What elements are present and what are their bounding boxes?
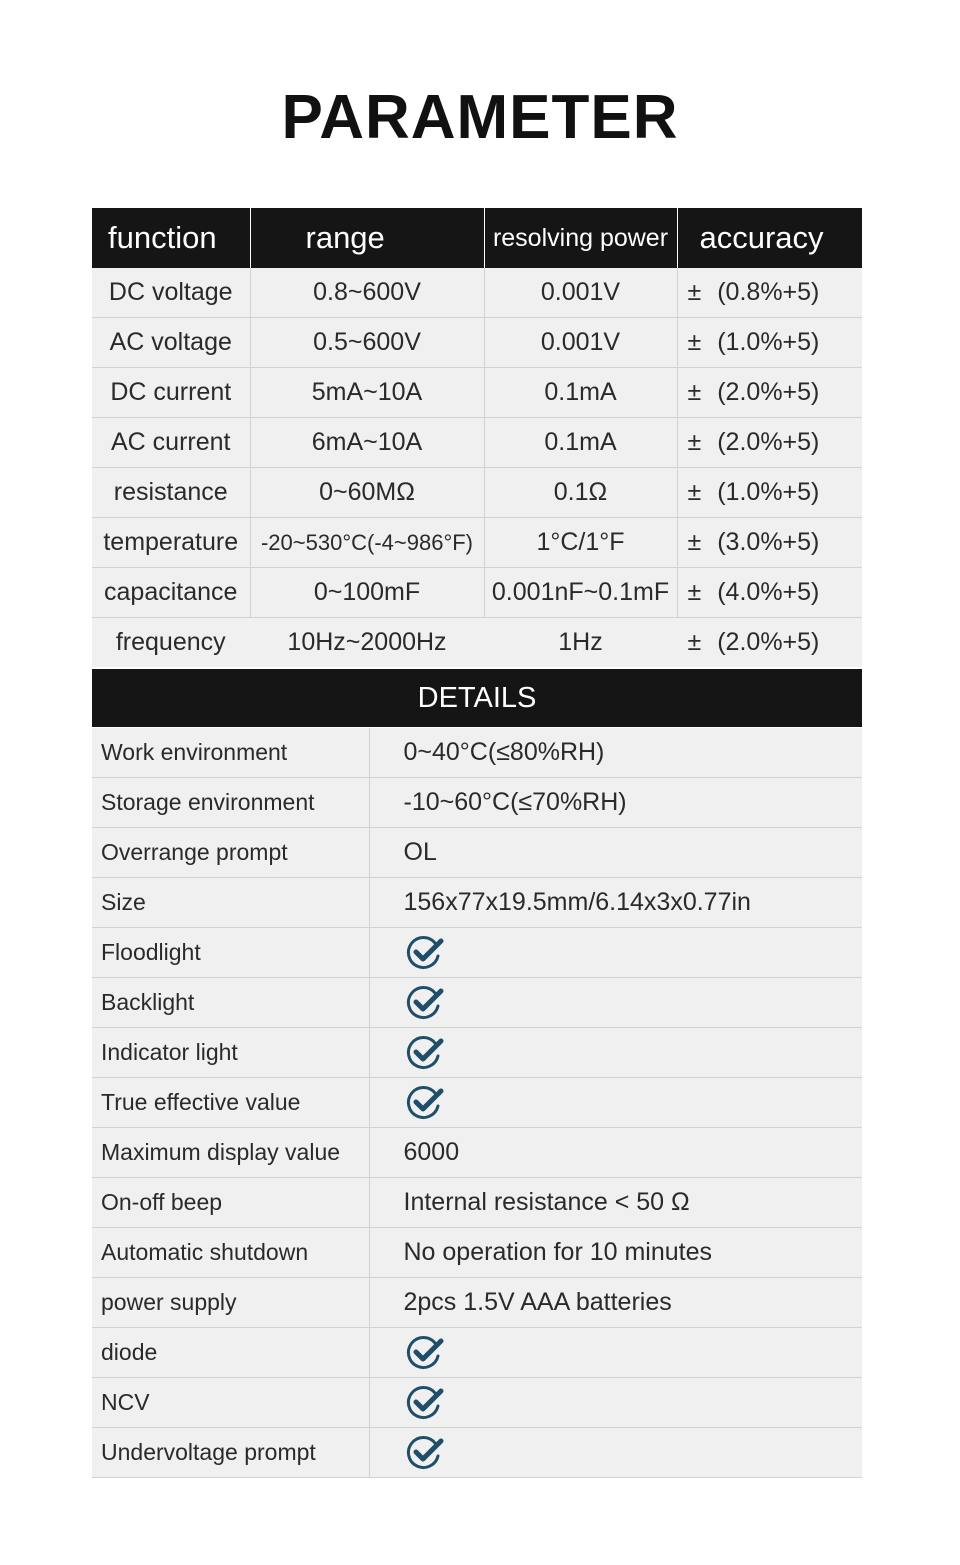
accuracy-value: (1.0%+5) [717,328,820,356]
parameter-row [92,318,862,368]
details-row [92,1378,862,1428]
resolution-cell: 0.1mA [484,418,677,468]
check-circle-icon [404,1085,444,1121]
accuracy-cell [677,568,862,618]
accuracy-value: (4.0%+5) [717,578,820,606]
plus-minus-sign: ± [687,478,702,506]
details-table [92,728,862,1478]
plus-minus-sign: ± [687,278,702,306]
page-title: PARAMETER [281,83,679,152]
function-cell: DC current [92,368,250,418]
range-cell: -20~530°C(-4~986°F) [250,518,484,568]
accuracy-value: (3.0%+5) [717,528,820,556]
accuracy-value: (1.0%+5) [717,478,820,506]
plus-minus-sign: ± [687,378,702,406]
detail-label: Indicator light [92,1028,369,1078]
function-cell: AC current [92,418,250,468]
function-cell: resistance [92,468,250,518]
detail-value: OL [369,828,862,878]
range-cell: 6mA~10A [250,418,484,468]
header-accuracy: accuracy [677,208,862,268]
accuracy-value: (2.0%+5) [717,428,820,456]
function-cell: temperature [92,518,250,568]
details-row [92,878,862,928]
details-heading: DETAILS [92,669,862,727]
parameter-row [92,468,862,518]
detail-label: Undervoltage prompt [92,1428,369,1478]
check-circle-icon [404,985,444,1021]
detail-label: Work environment [92,728,369,778]
check-circle-icon [404,935,444,971]
detail-value: 156x77x19.5mm/6.14x3x0.77in [369,878,862,928]
detail-value [369,1328,862,1378]
function-cell: frequency [92,618,250,668]
check-circle-icon [404,1435,444,1471]
details-row [92,1078,862,1128]
parameter-header-row [92,208,862,268]
range-cell: 0~60MΩ [250,468,484,518]
plus-minus-sign: ± [687,428,702,456]
detail-label: NCV [92,1378,369,1428]
range-cell: 10Hz~2000Hz [250,618,484,668]
detail-value: 0~40°C(≤80%RH) [369,728,862,778]
details-row [92,828,862,878]
details-row [92,778,862,828]
header-resolving-power: resolving power [484,208,677,268]
resolution-cell: 1°C/1°F [484,518,677,568]
resolution-cell: 0.001V [484,268,677,318]
plus-minus-sign: ± [687,628,702,656]
details-row [92,728,862,778]
detail-value: 2pcs 1.5V AAA batteries [369,1278,862,1328]
detail-label: Storage environment [92,778,369,828]
accuracy-cell [677,268,862,318]
resolution-cell: 0.1Ω [484,468,677,518]
plus-minus-sign: ± [687,328,702,356]
detail-value [369,928,862,978]
details-row [92,1028,862,1078]
detail-label: Floodlight [92,928,369,978]
parameter-table [92,208,862,667]
detail-value: -10~60°C(≤70%RH) [369,778,862,828]
parameter-row [92,368,862,418]
detail-value: No operation for 10 minutes [369,1228,862,1278]
range-cell: 5mA~10A [250,368,484,418]
check-circle-icon [404,1035,444,1071]
accuracy-cell [677,368,862,418]
resolution-cell: 1Hz [484,618,677,668]
check-circle-icon [404,1335,444,1371]
detail-label: power supply [92,1278,369,1328]
details-row [92,978,862,1028]
function-cell: AC voltage [92,318,250,368]
details-row [92,1428,862,1478]
detail-value [369,1028,862,1078]
detail-value: Internal resistance < 50 Ω [369,1178,862,1228]
detail-label: Maximum display value [92,1128,369,1178]
detail-value [369,1378,862,1428]
plus-minus-sign: ± [687,528,702,556]
range-cell: 0.8~600V [250,268,484,318]
check-circle-icon [404,1385,444,1421]
function-cell: capacitance [92,568,250,618]
accuracy-cell [677,468,862,518]
details-row [92,1128,862,1178]
accuracy-value: (2.0%+5) [717,378,820,406]
details-row [92,1178,862,1228]
detail-label: True effective value [92,1078,369,1128]
parameter-row [92,268,862,318]
resolution-cell: 0.001V [484,318,677,368]
detail-label: On-off beep [92,1178,369,1228]
range-cell: 0~100mF [250,568,484,618]
accuracy-value: (0.8%+5) [717,278,820,306]
parameter-row [92,618,862,668]
details-row [92,1328,862,1378]
details-row [92,928,862,978]
parameter-row [92,568,862,618]
detail-value [369,978,862,1028]
detail-label: Backlight [92,978,369,1028]
resolution-cell: 0.1mA [484,368,677,418]
plus-minus-sign: ± [687,578,702,606]
header-range: range [250,208,484,268]
details-row [92,1278,862,1328]
header-function: function [92,208,250,268]
accuracy-value: (2.0%+5) [717,628,820,656]
parameter-row [92,518,862,568]
detail-label: diode [92,1328,369,1378]
accuracy-cell [677,518,862,568]
resolution-cell: 0.001nF~0.1mF [484,568,677,618]
range-cell: 0.5~600V [250,318,484,368]
accuracy-cell [677,318,862,368]
accuracy-cell [677,418,862,468]
detail-label: Automatic shutdown [92,1228,369,1278]
detail-value [369,1428,862,1478]
accuracy-cell [677,618,862,668]
detail-label: Overrange prompt [92,828,369,878]
parameter-row [92,418,862,468]
function-cell: DC voltage [92,268,250,318]
details-row [92,1228,862,1278]
detail-value [369,1078,862,1128]
detail-value: 6000 [369,1128,862,1178]
detail-label: Size [92,878,369,928]
